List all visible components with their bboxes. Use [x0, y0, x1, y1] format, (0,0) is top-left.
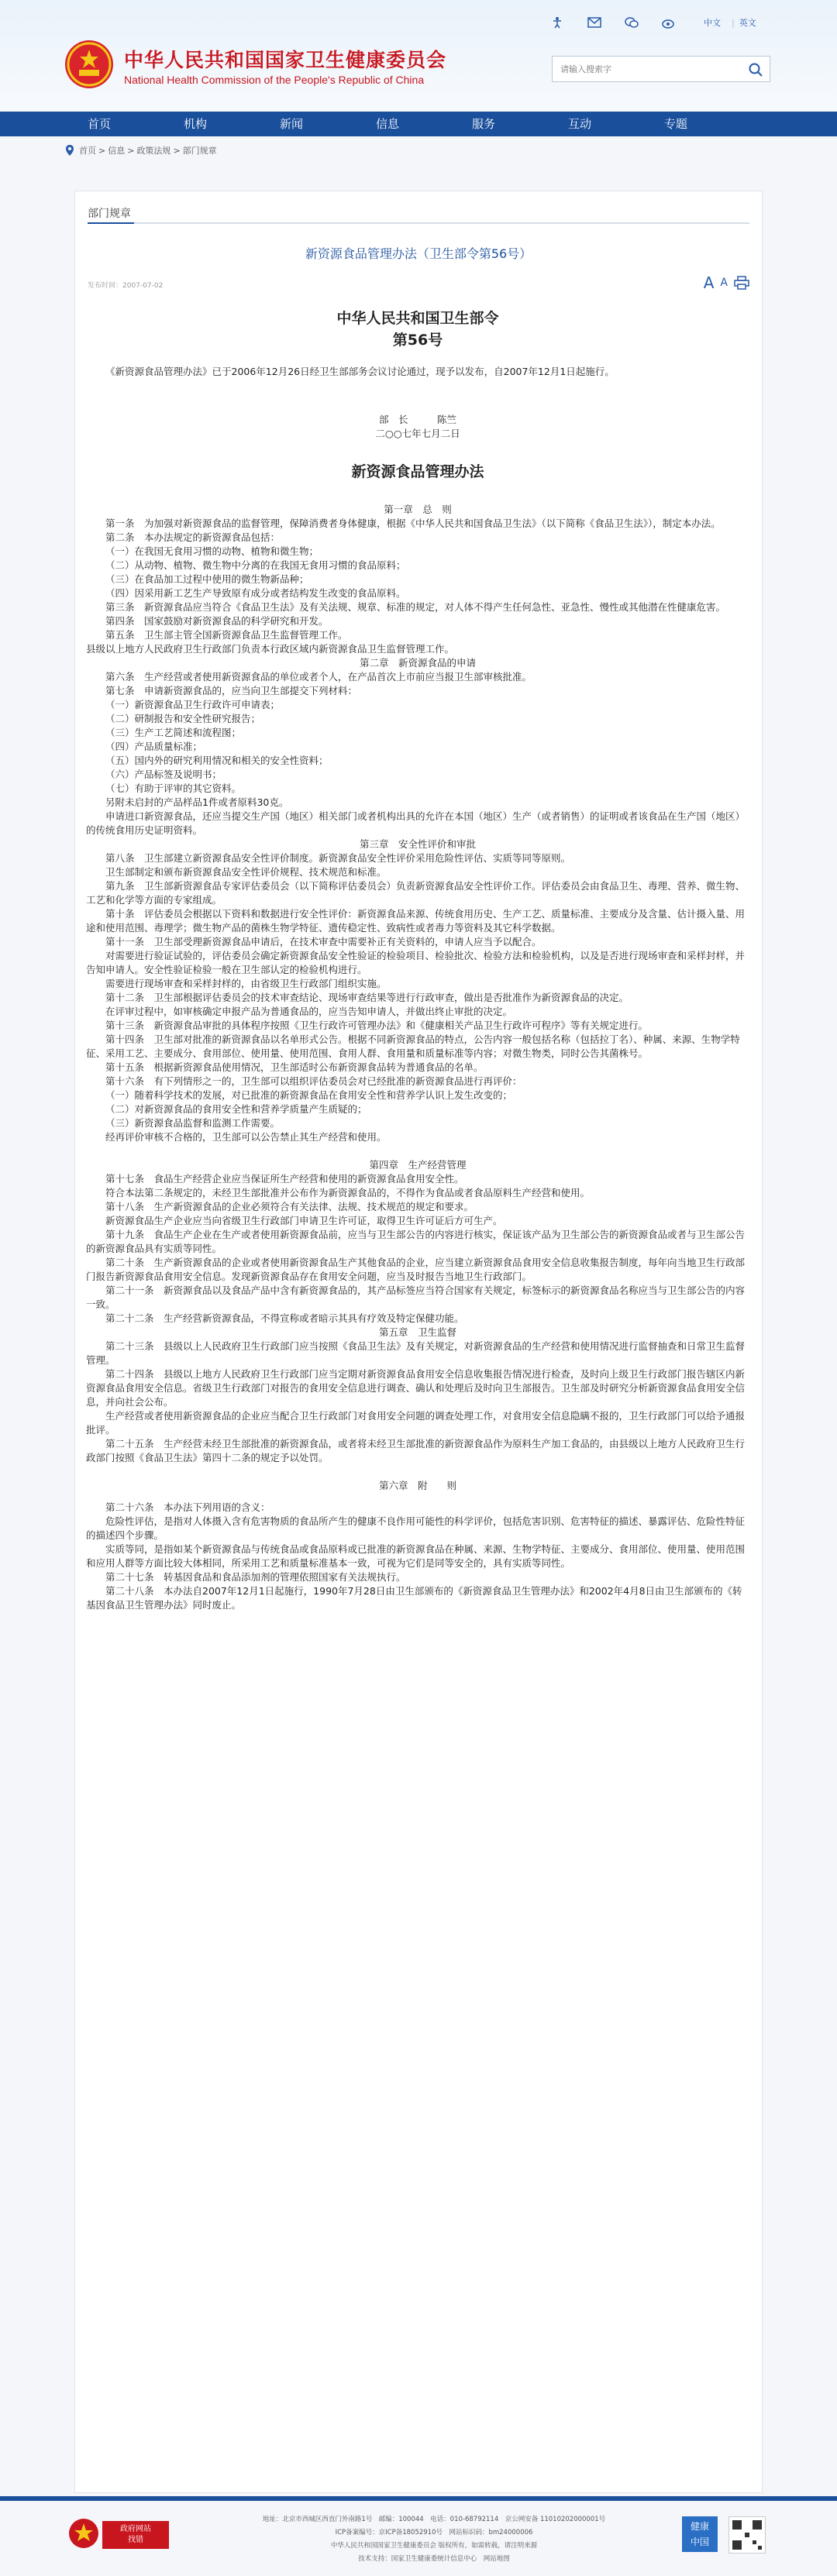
search-icon[interactable]: [748, 62, 763, 77]
footer-support[interactable]: 技术支持：国家卫生健康委统计信息中心 网站地图: [358, 2555, 510, 2563]
article-item: （六）产品标签及说明书；: [105, 769, 222, 780]
site-header: [0, 0, 837, 112]
publish-date: 发布时间：2007-07-02: [88, 282, 164, 290]
font-smaller-button[interactable]: A: [720, 277, 728, 289]
article-item: （二）对新资源食品的食用安全性和营养学质量产生质疑的；: [105, 1103, 367, 1115]
nav-information[interactable]: 信息: [375, 117, 399, 131]
nav-institutions[interactable]: 机构: [183, 117, 207, 131]
site-footer: [0, 2496, 837, 2576]
party-emblem-icon[interactable]: [68, 2518, 99, 2549]
article-paragraph: 第一条 为加强对新资源食品的监督管理，保障消费者身体健康，根据《中华人民共和国食品卫生法》（以下简称《食品卫生法》），制定本办法。: [105, 518, 721, 529]
article-body: [86, 308, 749, 1612]
article-paragraph: 第十八条 生产新资源食品的企业必须符合有关法律、法规、技术规范的规定和要求。: [105, 1201, 474, 1212]
order-date: 二○○七年七月二日: [375, 428, 460, 439]
gov-badge-line1: 政府网站: [120, 2525, 151, 2533]
article-paragraph: 第七条 申请新资源食品的，应当向卫生部提交下列材料：: [105, 685, 358, 696]
article-paragraph: 新资源食品生产企业应当向省级卫生行政部门申请卫生许可证，取得卫生许可证后方可生产。: [105, 1215, 503, 1226]
article-item: （二）从动物、植物、微生物中分离的在我国无食用习惯的食品原料；: [105, 559, 406, 571]
article-paragraph: 第二十条 生产新资源食品的企业或者使用新资源食品生产其他食品的企业，应当建立新资源食品食用安全信息收集报告制度，每年向当地卫生行政部门报告新资源食品食用安全信息。发现新资源食品存在食用安全问题，应当及时报告当地卫生行政部门。: [86, 1257, 746, 1282]
article-card: [74, 191, 763, 2493]
article-paragraph: 第二十二条 生产经营新资源食品，不得宣称或者暗示其具有疗效及特定保健功能。: [105, 1312, 464, 1324]
chapter-heading: 第二章 新资源食品的申请: [359, 657, 476, 669]
nav-interaction[interactable]: 互动: [567, 117, 591, 131]
article-paragraph: 第三条 新资源食品应当符合《食品卫生法》及有关法规、规章、标准的规定，对人体不得产生任何急性、亚急性、慢性或其他潜在性健康危害。: [105, 601, 726, 613]
breadcrumb-policy[interactable]: 政策法规: [136, 146, 171, 156]
site-title[interactable]: 中华人民共和国国家卫生健康委员会: [124, 49, 447, 71]
breadcrumb-info[interactable]: 信息: [108, 146, 126, 156]
article-paragraph: 另附未启封的产品样品1件或者原料30克。: [105, 796, 289, 808]
article-paragraph: 第四条 国家鼓励对新资源食品的科学研究和开发。: [105, 615, 329, 627]
healthy-china-badge[interactable]: [682, 2516, 718, 2552]
article-item: （三）在食品加工过程中使用的微生物新品种；: [105, 573, 309, 585]
chapter-heading: 第三章 安全性评价和审批: [359, 838, 476, 850]
article-paragraph: 需要进行现场审查和采样封样的，由省级卫生行政部门组织实施。: [105, 978, 387, 989]
article-paragraph: 危险性评估，是指对人体摄入含有危害物质的食品所产生的健康不良作用可能性的科学评价，包括危害识别、危害特征的描述、暴露评估、危险性特征的描述四个步骤。: [86, 1515, 746, 1541]
nav-topics[interactable]: 专题: [663, 117, 687, 131]
top-toolbar: [550, 14, 767, 31]
site-title-english: National Health Commission of the People's Republic of China: [124, 74, 425, 86]
article-paragraph: 第八条 卫生部建立新资源食品安全性评价制度。新资源食品安全性评价采用危险性评估、实质等同等原则。: [105, 852, 571, 864]
article-paragraph: 第十条 评估委员会根据以下资料和数据进行安全性评价：新资源食品来源、传统食用历史、生产工艺、质量标准、主要成分及含量、估计摄入量、用途和使用范围、毒理学；微生物产品的菌株生物学特征、遗传稳定性、致病性或者毒力等资料及其它科学数据。: [86, 908, 746, 934]
article-item: （三）生产工艺简述和流程图；: [105, 727, 242, 738]
article-paragraph: 第十四条 卫生部对批准的新资源食品以名单形式公告。根据不同新资源食品的特点，公告内容一般包括名称（包括拉丁名）、种属、来源、生物学特征、采用工艺、主要成分、食用部位、使用量、使用范围、食用人群、食用量和质量标准等内容；对微生物类，同时公告其菌株号。: [86, 1033, 740, 1059]
article-title: 新资源食品管理办法（卫生部令第56号）: [305, 246, 532, 261]
article-item: （五）国内外的研究利用情况和相关的安全性资料；: [105, 755, 329, 766]
article-paragraph: 第二十六条 本办法下列用语的含义：: [105, 1501, 270, 1513]
order-preamble: 《新资源食品管理办法》已于2006年12月26日经卫生部部务会议讨论通过，现予以发布，自2007年12月1日起施行。: [105, 366, 615, 377]
gov-badge-line2: 找错: [128, 2536, 143, 2544]
article-item: （七）有助于评审的其它资料。: [105, 782, 242, 794]
breadcrumb-sep: >: [173, 145, 181, 156]
search-input[interactable]: [553, 57, 754, 81]
order-number: 第56号: [392, 332, 443, 349]
gov-error-report-badge[interactable]: [102, 2521, 169, 2549]
article-paragraph: 符合本法第二条规定的，未经卫生部批准并公布作为新资源食品的，不得作为食品或者食品原料生产经营和使用。: [105, 1187, 591, 1199]
footer-icp[interactable]: ICP备案编号：京ICP备18052910号 网站标识码：bm24000006: [335, 2529, 533, 2536]
article-paragraph: 申请进口新资源食品，还应当提交生产国（地区）相关部门或者机构出具的允许在本国（地区）生产（或者销售）的证明或者该食品在生产国（地区）的传统食用历史证明资料。: [86, 810, 746, 836]
article-item: （三）新资源食品监督和监测工作需要。: [105, 1117, 281, 1129]
article-paragraph: 县级以上地方人民政府卫生行政部门负责本行政区域内新资源食品卫生监督管理工作。: [86, 643, 455, 655]
print-icon[interactable]: [734, 276, 749, 290]
law-title: 新资源食品管理办法: [351, 463, 484, 480]
weibo-icon[interactable]: [662, 15, 676, 29]
article-paragraph: 卫生部制定和颁布新资源食品安全性评价规程、技术规范和标准。: [105, 866, 387, 878]
nav-services[interactable]: 服务: [471, 117, 495, 131]
article-paragraph: 第二十四条 县级以上地方人民政府卫生行政部门应当定期对新资源食品食用安全信息收集报告情况进行检查，及时向上级卫生行政部门报告辖区内新资源食品食用安全信息。省级卫生行政部门对报告的食用安全信息进行调查、确认和处理后及时向卫生部报告。卫生部及时研究分析新资源食品食用安全信息，并向社会公布。: [86, 1368, 746, 1408]
article-item: （四）因采用新工艺生产导致原有成分或者结构发生改变的食品原料。: [105, 587, 406, 599]
font-larger-button[interactable]: A: [703, 273, 715, 292]
article-paragraph: 第九条 卫生部新资源食品专家评估委员会（以下简称评估委员会）负责新资源食品安全性评价工作。评估委员会由食品卫生、毒理、营养、微生物、工艺和化学等方面的专家组成。: [86, 880, 746, 906]
order-signatory: 部 长 陈竺: [378, 414, 456, 425]
article-paragraph: 第六条 生产经营或者使用新资源食品的单位或者个人，在产品首次上市前应当报卫生部审核批准。: [105, 671, 532, 683]
article-paragraph: 第十五条 根据新资源食品使用情况，卫生部适时公布新资源食品转为普通食品的名单。: [105, 1061, 484, 1073]
article-paragraph: 第二十七条 转基因食品和食品添加剂的管理依照国家有关法规执行。: [105, 1571, 406, 1583]
lang-chinese-link[interactable]: 中文: [704, 18, 721, 28]
wechat-icon[interactable]: [625, 15, 639, 29]
article-item: （一）新资源食品卫生行政许可申请表；: [105, 699, 281, 710]
article-paragraph: 第十一条 卫生部受理新资源食品申请后，在技术审查中需要补正有关资料的，申请人应当予以配合。: [105, 936, 542, 948]
breadcrumb-home[interactable]: 首页: [79, 146, 96, 156]
chapter-heading: 第五章 卫生监督: [378, 1326, 456, 1338]
breadcrumb-sep: >: [127, 145, 135, 156]
article-paragraph: 实质等同，是指如某个新资源食品与传统食品或食品原料或已批准的新资源食品在种属、来源、生物学特征、主要成分、食用部位、使用量、使用范围和应用人群等方面比较大体相同，所采用工艺和质量标准基本一致，可视为它们是同等安全的，具有实质等同性。: [86, 1543, 746, 1569]
article-paragraph: 第二条 本办法规定的新资源食品包括：: [105, 531, 281, 543]
article-item: （一）随着科学技术的发展，对已批准的新资源食品在食用安全性和营养学认识上发生改变的；: [105, 1089, 513, 1101]
search-box: [552, 56, 770, 82]
footer-copyright: 中华人民共和国国家卫生健康委员会 版权所有，如需转载，请注明来源: [330, 2542, 538, 2550]
section-divider: [88, 222, 749, 224]
accessibility-icon[interactable]: [550, 15, 564, 29]
article-paragraph: 对需要进行验证试验的，评估委员会确定新资源食品安全性验证的检验项目、检验批次、检验方法和检验机构，以及是否进行现场审查和采样封样，并告知申请人。安全性验证检验一般在卫生部认定的检验机构进行。: [86, 950, 746, 975]
article-paragraph: 第十九条 食品生产企业在生产或者使用新资源食品前，应当与卫生部公告的内容进行核实，保证该产品为卫生部公告的新资源食品或者与卫生部公告的新资源食品具有实质等同性。: [86, 1229, 746, 1254]
article-paragraph: 生产经营或者使用新资源食品的企业应当配合卫生行政部门对食用安全问题的调查处理工作，对食用安全信息隐瞒不报的，卫生行政部门可以给予通报批评。: [86, 1410, 746, 1436]
article-paragraph: 在评审过程中，如审核确定申报产品为普通食品的，应当告知申请人，并做出终止审批的决定。: [105, 1006, 513, 1017]
section-divider-accent: [88, 222, 134, 224]
font-tools: [698, 273, 749, 292]
location-pin-icon: [65, 145, 74, 156]
chapter-heading: 第四章 生产经营管理: [369, 1159, 467, 1171]
order-issuer: 中华人民共和国卫生部令: [336, 310, 499, 327]
article-paragraph: 第二十三条 县级以上人民政府卫生行政部门应当按照《食品卫生法》及有关规定，对新资源食品的生产经营和使用情况进行监督抽查和日常卫生监督管理。: [86, 1340, 746, 1366]
health-badge-line1: 健康: [690, 2521, 709, 2532]
lang-divider: |: [732, 17, 735, 28]
article-paragraph: 第十三条 新资源食品审批的具体程序按照《卫生行政许可管理办法》和《健康相关产品卫生行政许可程序》等有关规定进行。: [105, 1020, 649, 1031]
article-paragraph: 第二十一条 新资源食品以及食品产品中含有新资源食品的，其产品标签应当符合国家有关规定，标签标示的新资源食品名称应当与卫生部公告的内容一致。: [86, 1285, 746, 1310]
chapter-heading: 第一章 总 则: [384, 504, 452, 515]
qr-code-icon: [728, 2516, 766, 2554]
article-paragraph: 第十六条 有下列情形之一的，卫生部可以组织评估委员会对已经批准的新资源食品进行再评价：: [105, 1075, 522, 1087]
chapter-heading: 第六章 附 则: [378, 1480, 456, 1491]
breadcrumb-sep: >: [98, 145, 106, 156]
breadcrumb-current[interactable]: 部门规章: [182, 146, 217, 156]
section-label: 部门规章: [88, 208, 131, 220]
nav-home[interactable]: 首页: [87, 117, 111, 131]
article-paragraph: 经再评价审核不合格的，卫生部可以公告禁止其生产经营和使用。: [105, 1131, 387, 1143]
article-paragraph: 第十七条 食品生产经营企业应当保证所生产经营和使用的新资源食品食用安全性。: [105, 1173, 464, 1185]
main-nav: [0, 112, 837, 136]
lang-english-link[interactable]: 英文: [739, 18, 756, 28]
article-item: （四）产品质量标准；: [105, 741, 203, 752]
article-item: （一）在我国无食用习惯的动物、植物和微生物；: [105, 545, 319, 557]
article-paragraph: 第五条 卫生部主管全国新资源食品卫生监督管理工作。: [105, 629, 348, 641]
footer-info: [217, 2513, 651, 2566]
health-badge-line2: 中国: [690, 2536, 709, 2547]
breadcrumb: [65, 144, 219, 156]
footer-address: 地址：北京市西城区西直门外南路1号 邮编：100044 电话：010-68792114 京公网安备 11010202000001号: [262, 2516, 606, 2523]
nav-news[interactable]: 新闻: [279, 117, 303, 131]
article-paragraph: 第二十五条 生产经营未经卫生部批准的新资源食品，或者将未经卫生部批准的新资源食品作为原料生产加工食品的，由县级以上地方人民政府卫生行政部门按照《食品卫生法》第四十二条的规定予以处罚。: [86, 1438, 746, 1463]
national-emblem-icon: [64, 39, 115, 90]
article-item: （二）研制报告和安全性研究报告；: [105, 713, 261, 724]
article-meta: [88, 273, 749, 295]
mail-icon[interactable]: [587, 15, 601, 29]
article-paragraph: 第十二条 卫生部根据评估委员会的技术审查结论、现场审查结果等进行行政审查，做出是否批准作为新资源食品的决定。: [105, 992, 629, 1003]
article-paragraph: 第二十八条 本办法自2007年12月1日起施行，1990年7月28日由卫生部颁布的《新资源食品卫生管理办法》和2002年4月8日由卫生部颁布的《转基因食品卫生管理办法》同时废止。: [86, 1585, 742, 1611]
